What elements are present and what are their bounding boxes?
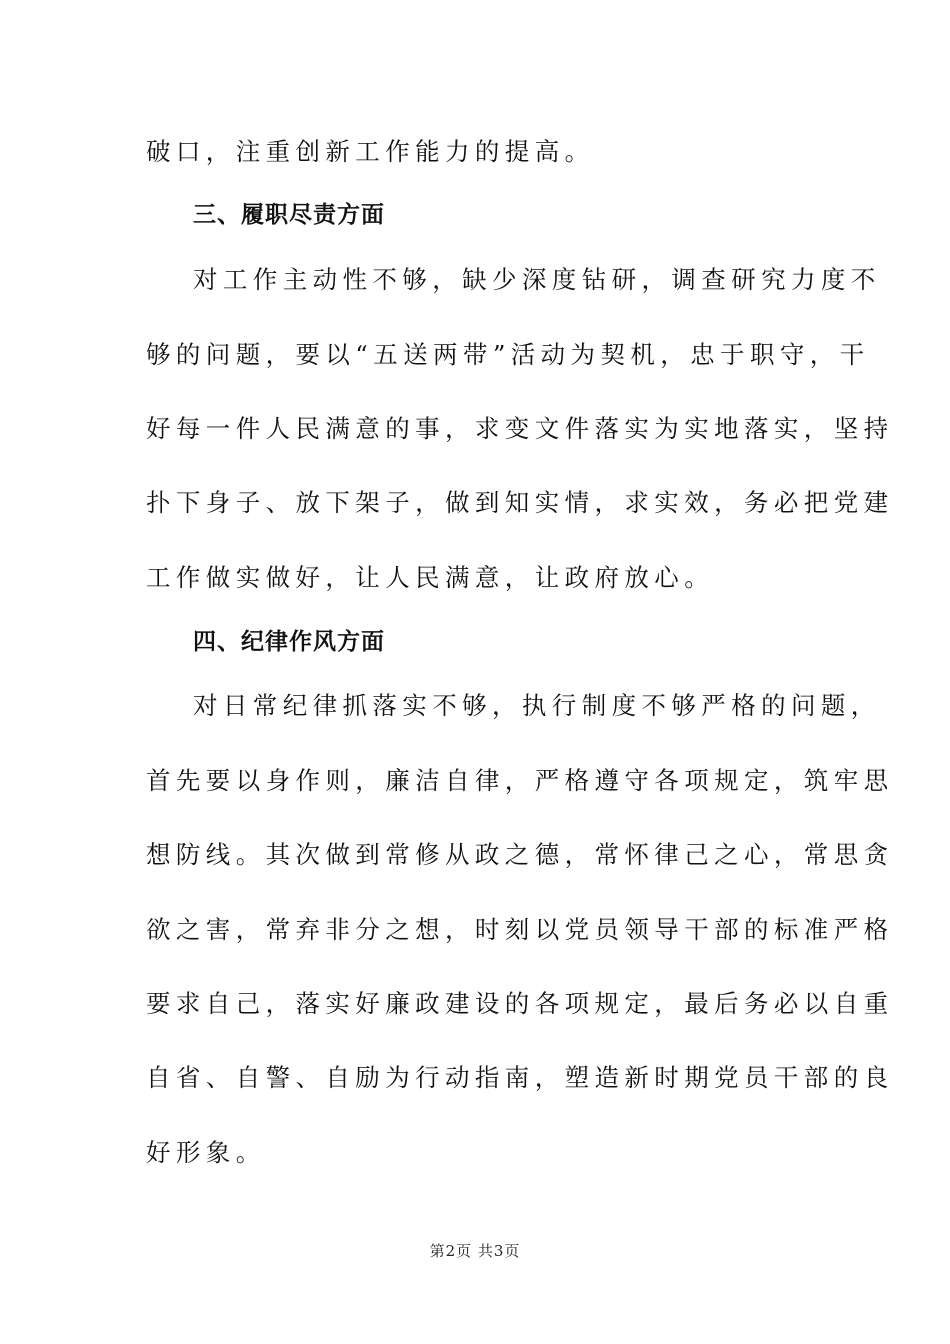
section-heading-duty: 三、履职尽责方面 bbox=[193, 202, 385, 228]
paragraph-line: 工作做实做好，让人民满意，让政府放心。 bbox=[146, 563, 715, 592]
section-heading-discipline: 四、纪律作风方面 bbox=[193, 629, 385, 655]
paragraph-line: 对日常纪律抓落实不够，执行制度不够严格的问题， bbox=[193, 691, 881, 720]
paragraph-line: 够的问题，要以“五送两带”活动为契机，忠于职守，干 bbox=[146, 340, 870, 369]
paragraph-line: 好形象。 bbox=[146, 1138, 266, 1167]
paragraph-line: 好每一件人民满意的事，求变文件落实为实地落实，坚持 bbox=[146, 414, 894, 443]
paragraph-line: 欲之害，常弃非分之想，时刻以党员领导干部的标准严格 bbox=[146, 915, 894, 944]
page-number-footer: 第2页 共3页 bbox=[429, 1242, 521, 1260]
paragraph-line: 首先要以身作则，廉洁自律，严格遵守各项规定，筑牢思 bbox=[146, 766, 894, 795]
paragraph-line: 扑下身子、放下架子，做到知实情，求实效，务必把党建 bbox=[146, 488, 894, 517]
paragraph-line: 想防线。其次做到常修从政之德，常怀律己之心，常思贪 bbox=[146, 840, 894, 869]
paragraph-line: 要求自己，落实好廉政建设的各项规定，最后务必以自重 bbox=[146, 989, 894, 1018]
paragraph-line: 对工作主动性不够，缺少深度钻研，调查研究力度不 bbox=[193, 265, 881, 294]
paragraph-line: 破口，注重创新工作能力的提高。 bbox=[146, 137, 595, 166]
paragraph-line: 自省、自警、自励为行动指南，塑造新时期党员干部的良 bbox=[146, 1063, 894, 1092]
